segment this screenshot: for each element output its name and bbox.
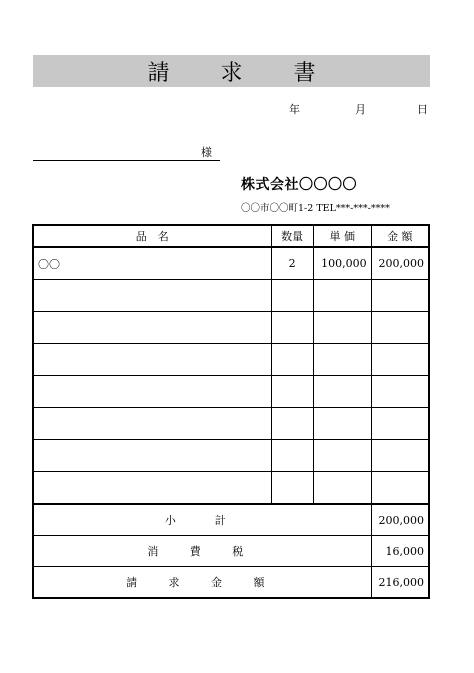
amount-cell — [371, 440, 429, 472]
unit-price-cell — [313, 312, 371, 344]
unit-price-cell — [313, 408, 371, 440]
header-unit-price: 単 価 — [313, 225, 371, 247]
table-row — [33, 344, 429, 376]
item-name-cell: 〇〇 — [33, 247, 271, 280]
tax-label: 消 費 税 — [33, 536, 371, 567]
date-month-label: 月 — [355, 103, 366, 116]
unit-price-cell — [313, 440, 371, 472]
table-row — [33, 472, 429, 505]
item-name-cell — [33, 312, 271, 344]
item-name-cell — [33, 408, 271, 440]
quantity-cell — [271, 408, 313, 440]
quantity-cell — [271, 440, 313, 472]
table-row — [33, 376, 429, 408]
item-name-cell — [33, 376, 271, 408]
unit-price-cell — [313, 344, 371, 376]
quantity-cell: 2 — [271, 247, 313, 280]
amount-cell — [371, 344, 429, 376]
amount-cell: 200,000 — [371, 247, 429, 280]
document-title: 請 求 書 — [147, 60, 338, 86]
subtotal-label: 小 計 — [33, 504, 371, 536]
date-year-label: 年 — [289, 103, 300, 116]
total-row — [33, 567, 429, 599]
item-name-cell — [33, 472, 271, 505]
quantity-cell — [271, 344, 313, 376]
subtotal-value: 200,000 — [371, 504, 429, 536]
item-name-cell — [33, 280, 271, 312]
date-day-label: 日 — [417, 103, 428, 116]
table-row — [33, 312, 429, 344]
subtotal-row — [33, 504, 429, 536]
issuer-address: 〇〇市〇〇町1-2 TEL***-***-**** — [241, 203, 390, 214]
table-row — [33, 247, 429, 280]
unit-price-cell — [313, 472, 371, 505]
quantity-cell — [271, 312, 313, 344]
amount-cell — [371, 408, 429, 440]
header-quantity: 数量 — [271, 225, 313, 247]
table-row — [33, 440, 429, 472]
title-bar — [33, 55, 430, 87]
amount-cell — [371, 472, 429, 505]
tax-value: 16,000 — [371, 536, 429, 567]
amount-cell — [371, 312, 429, 344]
amount-cell — [371, 280, 429, 312]
header-item-name: 品 名 — [33, 225, 271, 247]
table-row — [33, 280, 429, 312]
invoice-table — [32, 224, 430, 599]
tax-row — [33, 536, 429, 567]
addressee-line — [33, 160, 220, 161]
header-amount: 金 額 — [371, 225, 429, 247]
quantity-cell — [271, 376, 313, 408]
issuer-company: 株式会社〇〇〇〇 — [241, 177, 357, 193]
table-header-row — [33, 225, 429, 247]
amount-cell — [371, 376, 429, 408]
total-value: 216,000 — [371, 567, 429, 599]
unit-price-cell: 100,000 — [313, 247, 371, 280]
quantity-cell — [271, 280, 313, 312]
addressee-honorific: 様 — [201, 146, 212, 159]
unit-price-cell — [313, 376, 371, 408]
quantity-cell — [271, 472, 313, 505]
item-name-cell — [33, 344, 271, 376]
item-name-cell — [33, 440, 271, 472]
unit-price-cell — [313, 280, 371, 312]
table-row — [33, 408, 429, 440]
total-label: 請 求 金 額 — [33, 567, 371, 599]
